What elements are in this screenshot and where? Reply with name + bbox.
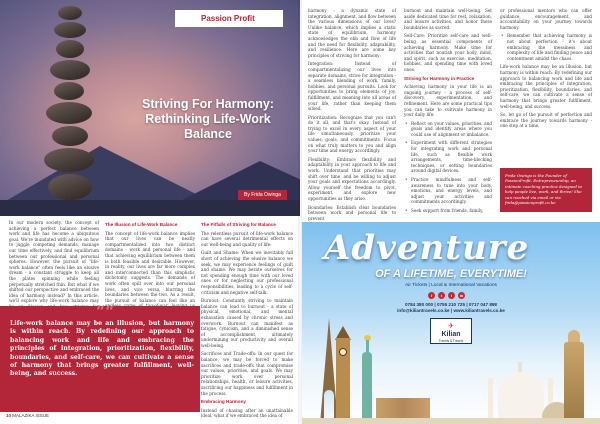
tips-list: [404, 121, 492, 214]
list-item: • Remember that achieving harmony is not about perfection - it's about embracing the messiness and complexity of life and finding peace and contentment amidst the chaos.: [507, 33, 592, 61]
list-item: • Seek support from friends, family,: [411, 208, 492, 214]
quote-marks-icon: ““: [96, 302, 115, 321]
title-line: Rethinking Life-Work: [145, 112, 271, 126]
title-line: Balance: [184, 127, 232, 141]
column-left-2: [105, 220, 195, 318]
ad-title: Adventure: [324, 228, 530, 268]
page-footer: [6, 413, 49, 418]
column-right-3: [500, 8, 592, 132]
section-heading: The Illusion of Life-Work Balance: [105, 222, 178, 227]
column-right-2: [404, 8, 492, 217]
paragraph: In our modern society, the concept of achieving a perfect balance between work and life has become a ubiquitous goal. We're inundated with advice on how to juggle competing demands, manage our time effectively, and find equilibrium between our professional and personal spheres. However, the pursuit of "life-work balance" often feels like an elusive dream - a constant struggle to keep all the plates spinning while feeling perpetually stretched thin. But what if we shifted our perspective and embraced the idea of harmony instead? In this article, we'll explore why life-work balance may: [9, 220, 99, 304]
paragraph: Burnout: Constantly striving to maintain balance can lead to burnout - a state of physical, emotional, and mental exhaustion caused by chronic stress and overwork. Burnout can manifest as fatigue, cynicism, and a diminished sense of accomplishment, ultimately undermining our productivity and overall well-being.: [201, 298, 293, 348]
paragraph: Guilt and Shame: When we inevitably fall short of achieving the elusive balance we seek, we may experience feelings of guilt and shame. We may berate ourselves for not spending enough time with our loved ones or for neglecting our professional responsibilities, leading to a cycle of self-criticism and negative self-talk.: [201, 250, 293, 295]
section-tag: Passion Profit: [175, 10, 283, 27]
social-links: [428, 292, 465, 299]
linkedin-icon[interactable]: in: [459, 293, 464, 298]
instagram-icon[interactable]: i: [448, 292, 455, 299]
column-right-1: [308, 8, 396, 224]
clock-icon: [339, 348, 347, 356]
right-page: [302, 0, 600, 424]
travel-advertisement[interactable]: [302, 222, 600, 424]
tips-list: [500, 33, 592, 61]
article-title: [124, 97, 292, 142]
section-heading: Striving for Harmony in Practice: [404, 75, 475, 81]
paragraph: Boundaries: Establish clear boundaries between work and personal life to prevent: [308, 204, 396, 221]
logo-name: Kilian: [441, 331, 461, 338]
list-item: • Reflect on your values, priorities, and goals and identify areas where you could use of alignment or imbalance.: [411, 121, 492, 138]
section-heading: Embracing Harmony: [201, 399, 246, 405]
ad-ground: [302, 418, 600, 424]
paragraph: The relentless pursuit of life-work balance can have several detrimental effects on our well-being and quality of life:: [201, 230, 293, 247]
facebook-icon[interactable]: f: [428, 292, 435, 299]
title-line: Striving For Harmony:: [142, 97, 274, 111]
list-item: • Experiment with different strategies for integrating work and personal life, such as flexible work arrangements, time-blocking techniques, or setting boundaries around digital devices.: [411, 140, 492, 174]
section-heading: The Pitfalls of Striving for Balance: [201, 222, 276, 227]
kilian-logo: [430, 318, 472, 344]
leaning-tower-icon: [564, 342, 584, 424]
logo-subtitle: Travels & Travels: [438, 339, 464, 343]
paragraph: Flexibility: Embrace flexibility and adaptability in your approach to life and work. Understand that priorities may shift over time, and be willing to adjust your goals and expectations accordingly. Allow yourself the freedom to pivot, experiment, and explore new opportunities as they arise.: [308, 156, 396, 201]
ad-contacts: [322, 302, 580, 314]
ad-email-link[interactable]: info@kiliantravels.co.ke | www.kiliantravels.co.ke: [397, 308, 505, 313]
byline: By Frida Owinga: [238, 190, 287, 200]
taj-mahal-icon: [498, 372, 544, 424]
airplane-icon: ✈: [448, 322, 454, 330]
column-left-3: [201, 220, 293, 422]
statue-of-liberty-icon: [362, 352, 372, 424]
ad-subtitle: OF A LIFETIME, EVERYTIME!: [375, 268, 527, 280]
twitter-icon[interactable]: t: [438, 292, 445, 299]
paragraph: Life-work balance may be an illusion, but harmony is within reach. By redefining our approach to balancing work and life and embracing the principles of integration, prioritization, flexibility, boundaries, and self-care, we can cultivate a sense of harmony that brings greater fulfillment, well-being, and success.: [500, 64, 592, 109]
paragraph: So, let go of the pursuit of perfection and embrace the journey towards harmony - one step at a time.: [500, 112, 592, 129]
author-bio: Frida Owinga is the Founder of PassionProfit. Entrepreneurship, an intimate coaching practice designed to help people live, work, and thrive! She can reached via email or via frida@passionprofit.co.ke: [500, 168, 592, 212]
magazine-issue: MALAZIKA ISSUE: [12, 413, 50, 418]
ad-tagline: Air Tickets | Local & International Vacations: [405, 283, 497, 288]
phone-numbers: 0784 380 000 | 0755 210 725 | 0717 047 898: [405, 302, 497, 307]
pull-quote: Life-work balance may be an illusion, but harmony is within reach. By redefining our approach to balancing work and life and embracing the principles of integration, prioritization, flexibility, boundaries, and self-care, we can cultivate a sense of harmony that brings greater fulfillment, well-being, and success.: [10, 320, 194, 378]
balanced-rocks-image: [40, 0, 100, 216]
paragraph: Integration: Instead of compartmentalizing our lives into separate domains, strive for integration - a seamless blending of work, family, hobbies, and personal pursuits. Look for opportunities to bring elements of joy, fulfillment, and meaning into all areas of your life, rather than keeping them siloed.: [308, 61, 396, 112]
paragraph: Prioritization: Recognize that you can't do it all, and that's okay. Instead of trying to excel in every aspect of your life simultaneously, prioritize your values, goals, and commitments. Focus on what truly matters to you and align your time and energy accordingly.: [308, 114, 396, 154]
paragraph: burnout and maintain well-being. Set aside dedicated time for rest, relaxation, and leisure activities, and honor these boundaries as sacred.: [404, 8, 492, 30]
page-number: 10: [6, 413, 12, 418]
paragraph: harmony - a dynamic state of integration, alignment, and flow between the various dimensions of our lives? Unlike balance, which implies a static state of equilibrium, harmony acknowledges the ebb and flow of life and the need for flexibility, adaptability, and resilience. Here are some key principles of striving for harmony:: [308, 8, 396, 58]
paragraph: Self-Care: Prioritize self-care and well-being as essential components of achieving harmony. Make time for activities that nourish your body, mind, and spirit, such as exercise, meditation, hobbies, and spending time with loved ones.: [404, 33, 492, 72]
paragraph: The concept of life-work balance implies that our lives can be neatly compartmentalized into two distinct domains - work and personal life - and that achieving equilibrium between them is both feasible and desirable. However, in reality, our lives are far more complex and interconnected than this simplistic dichotomy suggests. The demands of work often spill over into our personal lives, and vice versa, blurring the boundaries between the two. As a result, the pursuit of balance can feel like an: [105, 230, 195, 303]
list-item: • Practice mindfulness and self-awareness to tune into your body, emotions, and energy levels, and adjust your activities and commitments accordingly.: [411, 177, 492, 205]
paragraph: Instead of chasing after an unattainable ideal, what if we embraced the idea of: [201, 407, 293, 419]
paragraph: Sacrifices and Trade-offs: In our quest for balance, we may be forced to make sacrifices and trade-offs that compromise our values, priorities, and goals. We may prioritize work over personal relationships, health, or leisure activities, sacrificing our happiness and fulfillment in the process.: [201, 351, 293, 396]
paragraph: or professional mentors who can offer guidance, encouragement, and accountability on your journey towards harmony.: [500, 8, 592, 30]
paragraph: Achieving harmony in your life is an ongoing journey - a process of self-discovery, experimentation, and refinement. Here are some practical tips you can take to cultivate harmony in your daily life:: [404, 84, 492, 118]
